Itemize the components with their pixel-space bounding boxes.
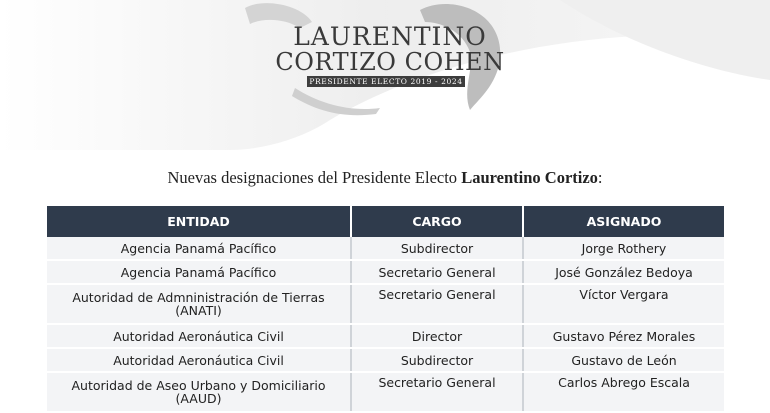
header-asignado: ASIGNADO: [523, 206, 724, 237]
cell-asignado: Víctor Vergara: [523, 284, 724, 324]
table-row: [47, 348, 724, 372]
cell-asignado: Jorge Rothery: [523, 237, 724, 260]
term-badge: PRESIDENTE ELECTO 2019 - 2024: [307, 76, 465, 87]
subtitle: [0, 168, 770, 188]
cell-entidad: Autoridad Aeronáutica Civil: [47, 324, 351, 348]
table-row: [47, 324, 724, 348]
header-entidad: ENTIDAD: [47, 206, 351, 237]
header-cargo: CARGO: [351, 206, 523, 237]
subtitle-name: Laurentino Cortizo: [461, 168, 598, 187]
cell-asignado: Gustavo de León: [523, 348, 724, 372]
cell-asignado: Gustavo Pérez Morales: [523, 324, 724, 348]
table-row: [47, 372, 724, 412]
header: [0, 0, 770, 150]
subtitle-suffix: :: [597, 168, 603, 187]
cell-entidad: Agencia Panamá Pacífico: [47, 260, 351, 284]
cell-asignado: Carlos Abrego Escala: [523, 372, 724, 412]
cell-asignado: José González Bedoya: [523, 260, 724, 284]
cell-cargo: Secretario General: [351, 284, 523, 324]
president-name-last: CORTIZO COHEN: [275, 48, 505, 76]
designations-table: [47, 206, 724, 413]
president-name-first: LAURENTINO: [293, 22, 487, 51]
cell-entidad: Autoridad de Admninistración de Tierras (ANATI): [47, 284, 351, 324]
table-header-row: [47, 206, 724, 237]
cell-cargo: Subdirector: [351, 237, 523, 260]
cell-cargo: Secretario General: [351, 260, 523, 284]
cell-cargo: Subdirector: [351, 348, 523, 372]
cell-entidad: Autoridad de Aseo Urbano y Domiciliario (AAUD): [47, 372, 351, 412]
cell-cargo: Secretario General: [351, 372, 523, 412]
table-row: [47, 260, 724, 284]
table-row: [47, 237, 724, 260]
cell-entidad: Agencia Panamá Pacífico: [47, 237, 351, 260]
table-row: [47, 284, 724, 324]
subtitle-prefix: Nuevas designaciones del Presidente Electo: [167, 168, 458, 187]
cell-entidad: Autoridad Aeronáutica Civil: [47, 348, 351, 372]
cell-cargo: Director: [351, 324, 523, 348]
